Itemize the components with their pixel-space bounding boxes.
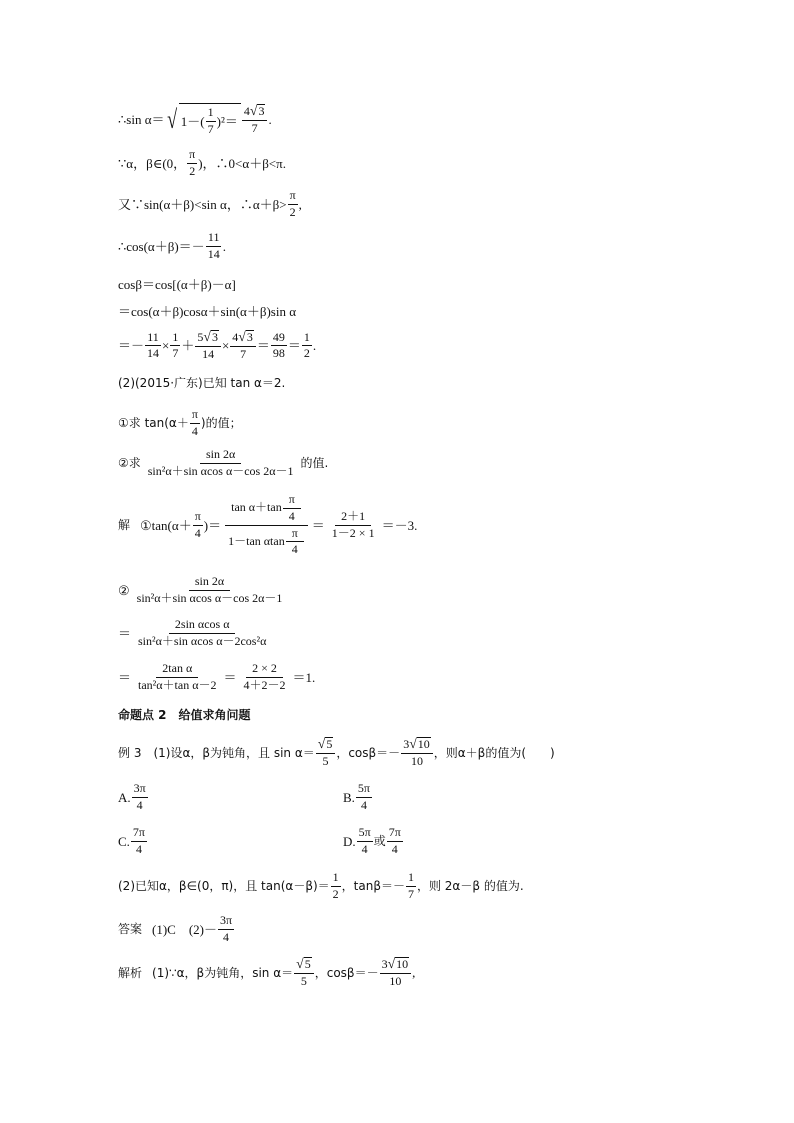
text: ，则α＋β的值为( ) bbox=[433, 745, 555, 760]
fraction: $\frac{1}{2}$ bbox=[303, 329, 310, 361]
text: (2)已知α，β∈(0，π)，且 tan(α－β)＝ bbox=[118, 879, 330, 894]
text: 解 bbox=[118, 518, 131, 533]
line-question-2 bbox=[118, 448, 328, 479]
fraction: $\frac{7\pi}{4}$ bbox=[132, 825, 145, 856]
fraction: $\frac{\sin 2\alpha}{\text{sin²α＋sin αcos α－cos 2α－1}}$ bbox=[147, 447, 294, 478]
fraction: 3 √ 10 10 bbox=[401, 737, 433, 769]
text: . bbox=[268, 112, 272, 128]
text: ＝－3. bbox=[381, 517, 418, 533]
line-answer bbox=[118, 914, 235, 945]
fraction: $\frac{\text{2sin αcos α}}{\text{sin²α＋sin αcos α－2cos²α}}$ bbox=[138, 617, 267, 648]
fraction: $\frac{\pi}{4}$ bbox=[191, 407, 198, 438]
option-label: B. bbox=[343, 789, 355, 805]
text: ＋ bbox=[181, 338, 195, 354]
text: ＝ bbox=[118, 625, 132, 641]
text: ＝ bbox=[223, 669, 237, 685]
fraction: $\frac{2 \times 2}{4+2-2}$ bbox=[243, 661, 286, 692]
text: . bbox=[222, 238, 226, 254]
text: cosβ＝cos[(α＋β)－α] bbox=[118, 277, 236, 292]
text: 解析 bbox=[118, 965, 143, 980]
text: , bbox=[412, 965, 416, 981]
fraction: $\frac{1}{7}$ bbox=[207, 105, 214, 136]
fraction: tan α＋tan $\frac{\pi}{4}$ 1－tan αtan $\frac{\pi}{4}$ bbox=[222, 493, 311, 557]
text: ∵α，β∈(0， bbox=[118, 155, 187, 171]
line-part2-question bbox=[118, 871, 524, 902]
text: ＝1. bbox=[292, 669, 316, 685]
line-solution-4 bbox=[118, 662, 315, 693]
fraction: $\frac{1}{2}$ bbox=[332, 870, 339, 901]
fraction: $\frac{\pi}{2}$ bbox=[289, 188, 296, 219]
text: ＝cos(α＋β)cosα＋sin(α＋β)sin α bbox=[118, 304, 297, 319]
text: ∴cos(α＋β)＝－ bbox=[118, 238, 205, 254]
text: (1)C (2)－ bbox=[152, 921, 218, 937]
fraction: 4 √ 3 7 bbox=[230, 330, 256, 362]
text: 或 bbox=[373, 834, 386, 849]
text: ∴sin α＝ bbox=[118, 112, 165, 128]
text: . bbox=[312, 338, 317, 354]
section-heading bbox=[118, 709, 251, 721]
text: ＝ bbox=[256, 338, 270, 354]
text: 的值. bbox=[300, 456, 329, 471]
fraction: $\frac{49}{98}$ bbox=[272, 329, 285, 361]
text: ② bbox=[118, 582, 130, 598]
fraction: $\frac{\pi}{2}$ bbox=[189, 147, 196, 178]
fraction: $\frac{5\pi}{4}$ bbox=[357, 781, 370, 812]
option-label: A. bbox=[118, 789, 131, 805]
radical: √ 1－( $\frac{1}{7}$ )²＝ bbox=[165, 103, 241, 137]
line-sum-bound bbox=[118, 189, 302, 220]
text: )，∴0<α＋β<π. bbox=[198, 155, 286, 171]
fraction: √ 5 5 bbox=[316, 737, 336, 769]
text: ，cosβ＝－ bbox=[314, 965, 379, 980]
fraction: $\frac{7\pi}{4}$ bbox=[388, 825, 401, 856]
fraction: $\frac{\sin 2\alpha}{\text{sin²α＋sin αcos α－cos 2α－1}}$ bbox=[136, 574, 283, 605]
fraction: $\frac{11}{14}$ bbox=[147, 329, 160, 361]
text: , bbox=[298, 196, 302, 212]
line-cos-sum bbox=[118, 231, 226, 262]
fraction: $\frac{3\pi}{4}$ bbox=[133, 781, 146, 812]
line-solution-1 bbox=[118, 493, 417, 557]
text: )的值； bbox=[200, 416, 242, 431]
fraction: 3 √ 10 10 bbox=[380, 957, 412, 989]
text: 例 3 (1)设α，β为钝角，且 sin α＝ bbox=[118, 745, 315, 760]
line-part2-given bbox=[118, 377, 285, 389]
line-sin-alpha bbox=[118, 103, 272, 137]
line-question-1 bbox=[118, 408, 242, 439]
text: ，tanβ＝－ bbox=[341, 879, 405, 894]
fraction: $\frac{5\pi}{4}$ bbox=[358, 825, 371, 856]
line-solution-3 bbox=[118, 618, 273, 649]
text: ＝ bbox=[311, 517, 325, 533]
line-cos-beta bbox=[118, 278, 236, 291]
option-b[interactable] bbox=[343, 782, 373, 813]
text: ②求 bbox=[118, 456, 141, 471]
text: 答案 bbox=[118, 922, 143, 937]
line-range bbox=[118, 148, 286, 179]
option-label: C. bbox=[118, 833, 130, 849]
fraction: $\frac{3\pi}{4}$ bbox=[220, 913, 233, 944]
option-a[interactable] bbox=[118, 782, 149, 813]
line-expand bbox=[118, 305, 296, 318]
line-solution-2 bbox=[118, 575, 289, 606]
fraction: $\frac{2+1}{1-2 \times 1}$ bbox=[331, 508, 375, 540]
text: 又∵sin(α＋β)<sin α，∴α＋β> bbox=[118, 196, 287, 212]
text: ①求 tan(α＋ bbox=[118, 416, 189, 431]
text: ，cosβ＝－ bbox=[336, 745, 401, 760]
fraction: 4 √ 3 7 bbox=[242, 104, 268, 136]
text: × bbox=[221, 338, 230, 354]
text: ①tan(α＋ bbox=[140, 517, 192, 533]
option-c[interactable] bbox=[118, 826, 148, 857]
text: ＝ bbox=[118, 669, 132, 685]
fraction: $\frac{1}{7}$ bbox=[172, 329, 179, 361]
fraction: $\frac{11}{14}$ bbox=[207, 230, 220, 261]
text: 命题点 2 给值求角问题 bbox=[118, 708, 251, 722]
text: )＝ bbox=[203, 517, 222, 533]
text: (1)∵α，β为钝角，sin α＝ bbox=[152, 965, 294, 980]
fraction: √ 5 5 bbox=[294, 957, 314, 989]
line-analysis bbox=[118, 957, 415, 989]
text: × bbox=[162, 338, 170, 354]
text: ＝ bbox=[287, 338, 301, 354]
fraction: 5 √ 3 14 bbox=[195, 330, 221, 362]
text: )²＝ bbox=[216, 113, 238, 129]
option-label: D. bbox=[343, 833, 356, 849]
fraction: $\frac{\text{2tan α}}{\text{tan²α＋tan α－2}}$ bbox=[138, 661, 217, 692]
option-d[interactable] bbox=[343, 826, 404, 857]
text: (2)(2015·广东)已知 tan α＝2. bbox=[118, 376, 286, 390]
line-compute bbox=[118, 330, 316, 362]
text: ＝－ bbox=[118, 338, 145, 354]
fraction: $\frac{1}{7}$ bbox=[407, 870, 414, 901]
line-example-3 bbox=[118, 737, 555, 769]
text: 1－( bbox=[180, 113, 205, 129]
fraction: $\frac{\pi}{4}$ bbox=[194, 508, 201, 540]
text: ，则 2α－β 的值为. bbox=[416, 879, 524, 894]
